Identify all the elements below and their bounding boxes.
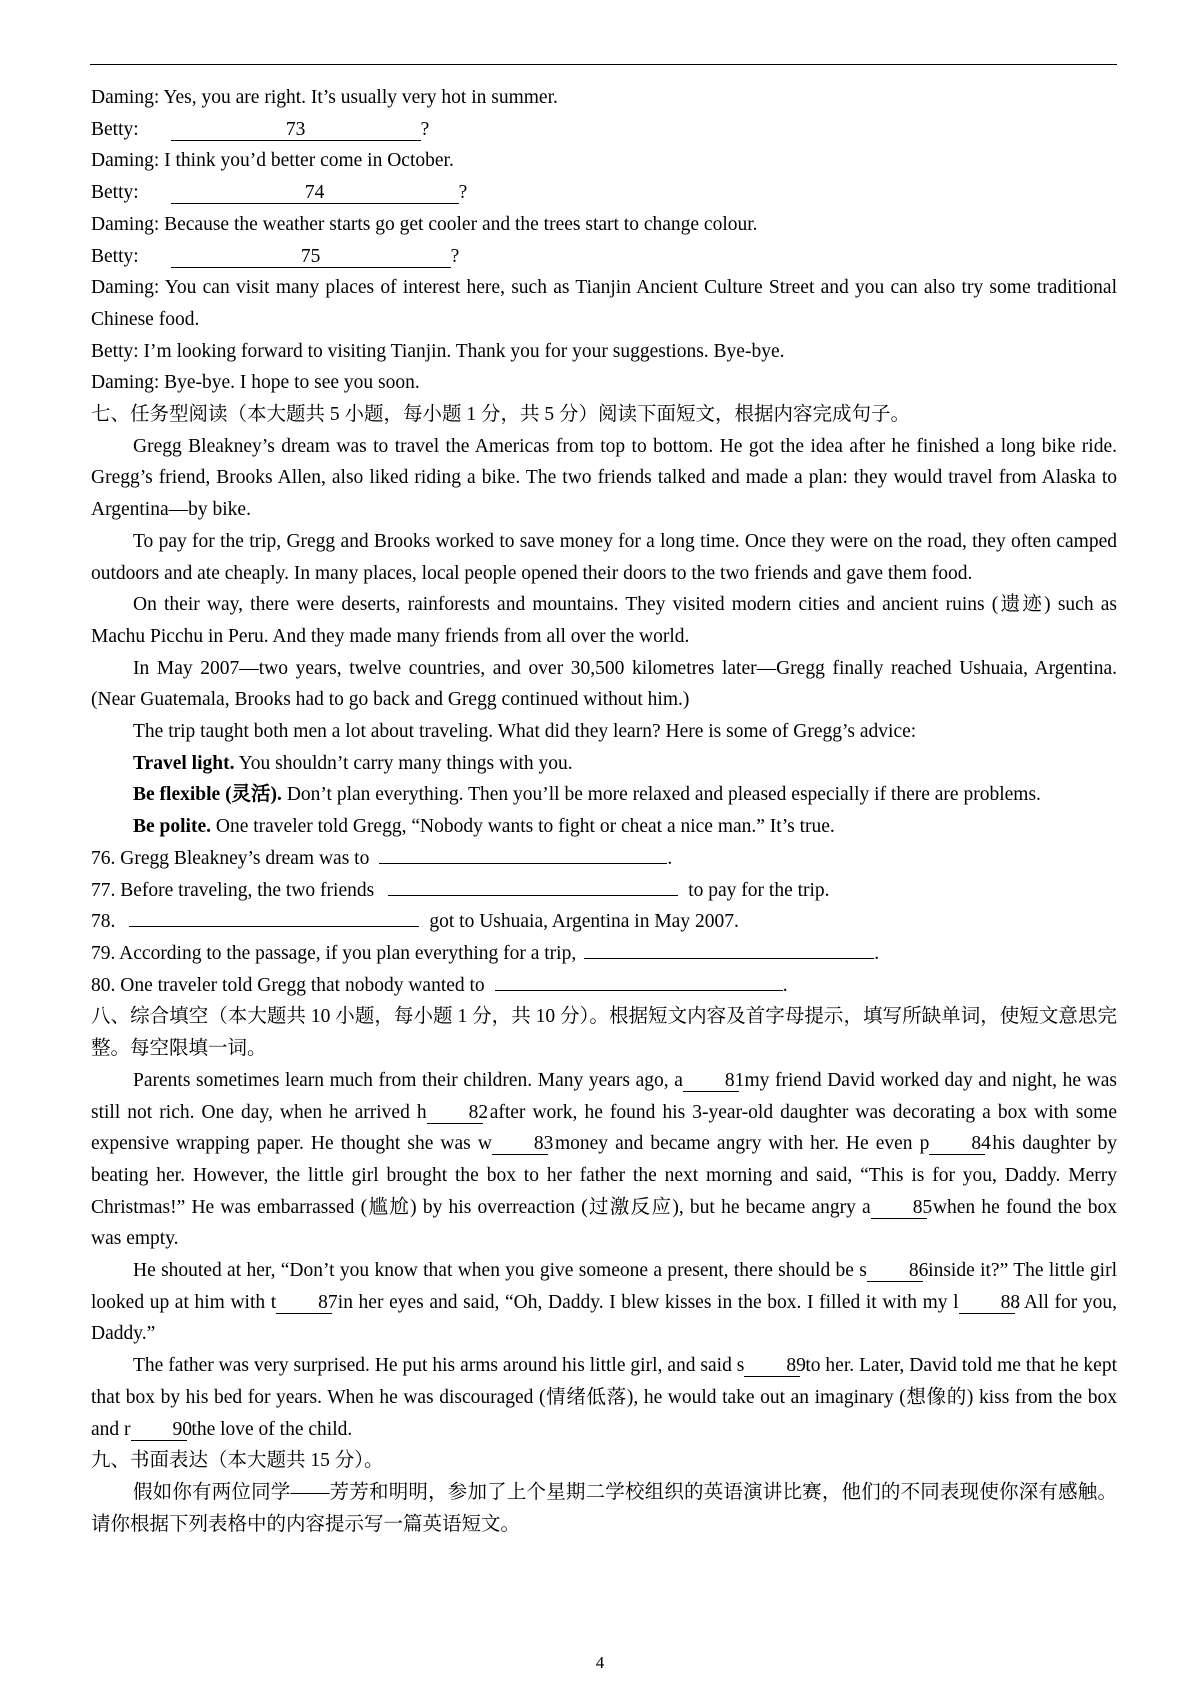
cloze-text: money and became angry with her. He even p xyxy=(547,1133,930,1155)
dialogue-line-75 xyxy=(91,241,1117,273)
cloze-blank-84: 84 xyxy=(929,1134,985,1155)
question-77 xyxy=(91,875,1117,907)
cloze-blank-86: 86 xyxy=(867,1261,923,1282)
page-number: 4 xyxy=(595,1653,605,1672)
cloze-blank-90: 90 xyxy=(131,1420,187,1441)
passage-paragraph: The trip taught both men a lot about traveling. What did they learn? Here is some of Gregg’s advice: xyxy=(133,721,917,743)
passage-paragraph: Gregg Bleakney’s dream was to travel the Americas from top to bottom. He got the idea after he finished a long bike ride. Gregg’s friend, Brooks Allen, also liked riding a bike. The two friends talked and made a plan: they would travel from Alaska to Argentina—by bike. xyxy=(91,435,1117,521)
dialogue-line: Daming: You can visit many places of interest here, such as Tianjin Ancient Culture Street and you can also try some traditional Chinese food. xyxy=(91,277,1117,330)
blank-73: 73 xyxy=(171,120,421,141)
question-76 xyxy=(91,843,1117,875)
question-text: 77. Before traveling, the two friends xyxy=(91,879,375,901)
passage-paragraph: To pay for the trip, Gregg and Brooks worked to save money for a long time. Once they were on the road, they often camped outdoors and ate cheaply. In many places, local people opened their doors to the two friends and gave them food. xyxy=(91,530,1117,584)
question-text: 80. One traveler told Gregg that nobody wanted to xyxy=(91,974,485,996)
speaker-label: Betty: xyxy=(91,118,139,140)
dialogue-line: Betty: I’m looking forward to visiting Tianjin. Thank you for your suggestions. Bye-bye. xyxy=(91,340,785,362)
passage-paragraph: In May 2007—two years, twelve countries, and over 30,500 kilometres later—Gregg finally reached Ushuaia, Argentina. (Near Guatemala, Brooks had to go back and Gregg continued without him.) xyxy=(91,657,1117,711)
answer-blank xyxy=(495,970,783,991)
cloze-text: the love of the child. xyxy=(186,1418,353,1440)
advice-be-polite xyxy=(91,811,1117,843)
cloze-text: inside it?” The little girl looked up at him with t xyxy=(91,1260,1117,1313)
question-mark: ? xyxy=(450,245,460,267)
dialogue-line: Daming: I think you’d better come in October. xyxy=(91,150,454,172)
advice-title: Be flexible (灵活). xyxy=(133,784,282,806)
page-content xyxy=(91,82,1117,1540)
speaker-label: Betty: xyxy=(91,245,139,267)
cloze-text: The father was very surprised. He put his arms around his little girl, and said s xyxy=(133,1355,745,1377)
question-text-end: to pay for the trip. xyxy=(688,879,830,901)
advice-text: Don’t plan everything. Then you’ll be more relaxed and pleased especially if there are problems. xyxy=(281,784,1041,806)
speaker-label: Betty: xyxy=(91,182,139,204)
cloze-blank-83: 83 xyxy=(492,1134,548,1155)
header-rule xyxy=(90,64,1117,65)
cloze-paragraph-1 xyxy=(91,1065,1117,1255)
advice-title: Be polite. xyxy=(133,816,211,838)
cloze-text: to her. Later, David told me that he kept that box by his bed for years. When he was discouraged (情绪低落), he would take out an imaginary (想像的) kiss from the box and r xyxy=(91,1355,1118,1440)
answer-blank xyxy=(379,843,667,864)
dialogue-line: Daming: Because the weather starts go get cooler and the trees start to change colour. xyxy=(91,213,758,235)
cloze-text: in her eyes and said, “Oh, Daddy. I blew kisses in the box. I filled it with my l xyxy=(332,1291,959,1313)
dialogue-line-73 xyxy=(91,114,1117,146)
cloze-text: He shouted at her, “Don’t you know that when you give someone a present, there should be s xyxy=(133,1260,867,1282)
section-9-heading: 九、书面表达（本大题共 15 分）。 xyxy=(91,1450,384,1472)
cloze-blank-85: 85 xyxy=(871,1198,927,1219)
cloze-text: . All for you, Daddy.” xyxy=(91,1291,1117,1345)
blank-74: 74 xyxy=(171,183,459,204)
question-text: 76. Gregg Bleakney’s dream was to xyxy=(91,847,370,869)
cloze-blank-81: 81 xyxy=(683,1071,739,1092)
cloze-paragraph-2 xyxy=(91,1255,1117,1350)
cloze-text: when he found the box was empty. xyxy=(91,1196,1117,1250)
question-text: 79. According to the passage, if you plan everything for a trip, xyxy=(91,942,577,964)
period: . xyxy=(667,847,673,869)
cloze-text: Parents sometimes learn much from their children. Many years ago, a xyxy=(133,1069,683,1091)
dialogue-line-74 xyxy=(91,177,1117,209)
cloze-text: after work, he found his 3-year-old daughter was decorating a box with some expensive wrapping paper. He thought she was w xyxy=(91,1101,1118,1155)
advice-travel-light xyxy=(91,748,1117,780)
answer-blank xyxy=(584,938,874,959)
question-80 xyxy=(91,970,1117,1002)
section-8-heading: 八、综合填空（本大题共 10 小题，每小题 1 分，共 10 分）。根据短文内容及首字母提示，填写所缺单词，使短文意思完整。每空限填一词。 xyxy=(91,1006,1117,1060)
cloze-blank-82: 82 xyxy=(427,1103,483,1124)
blank-75: 75 xyxy=(171,247,451,268)
dialogue-line: Daming: Bye-bye. I hope to see you soon. xyxy=(91,372,420,394)
period: . xyxy=(874,942,880,964)
cloze-blank-88: 88 xyxy=(959,1293,1015,1314)
passage-paragraph: On their way, there were deserts, rainforests and mountains. They visited modern cities and ancient ruins (遗迹) such as Machu Picchu in Peru. And they made many friends from all over the world. xyxy=(91,594,1117,647)
period: . xyxy=(782,974,788,996)
cloze-text: my friend David worked day and night, he was still not rich. One day, when he arrived h xyxy=(91,1069,1117,1123)
advice-text: One traveler told Gregg, “Nobody wants to fight or cheat a nice man.” It’s true. xyxy=(211,816,835,838)
cloze-blank-87: 87 xyxy=(276,1293,332,1314)
advice-title: Travel light. xyxy=(133,752,235,774)
section-7-heading: 七、任务型阅读（本大题共 5 小题，每小题 1 分，共 5 分）阅读下面短文，根据内容完成句子。 xyxy=(91,404,911,426)
cloze-text: his daughter by beating her. However, the little girl brought the box to her father the next morning and said, “This is for you, Daddy. Merry Christmas!” He was embarrassed (尴尬) by his overreaction (过激反应), but he became angry a xyxy=(91,1133,1118,1218)
dialogue-line: Daming: Yes, you are right. It’s usually very hot in summer. xyxy=(91,87,558,108)
advice-text: You shouldn’t carry many things with you. xyxy=(234,752,573,774)
question-text-end: got to Ushuaia, Argentina in May 2007. xyxy=(429,911,739,933)
cloze-paragraph-3 xyxy=(91,1350,1117,1445)
advice-be-flexible xyxy=(91,779,1117,811)
writing-prompt: 假如你有两位同学——芳芳和明明，参加了上个星期二学校组织的英语演讲比赛，他们的不同表现使你深有感触。请你根据下列表格中的内容提示写一篇英语短文。 xyxy=(91,1481,1117,1535)
question-78 xyxy=(91,906,1117,938)
cloze-blank-89: 89 xyxy=(744,1356,800,1377)
question-mark: ? xyxy=(420,118,430,140)
answer-blank xyxy=(129,906,419,927)
answer-blank xyxy=(388,875,678,896)
question-79 xyxy=(91,938,1117,970)
question-mark: ? xyxy=(458,182,468,204)
question-text: 78. xyxy=(91,911,116,933)
